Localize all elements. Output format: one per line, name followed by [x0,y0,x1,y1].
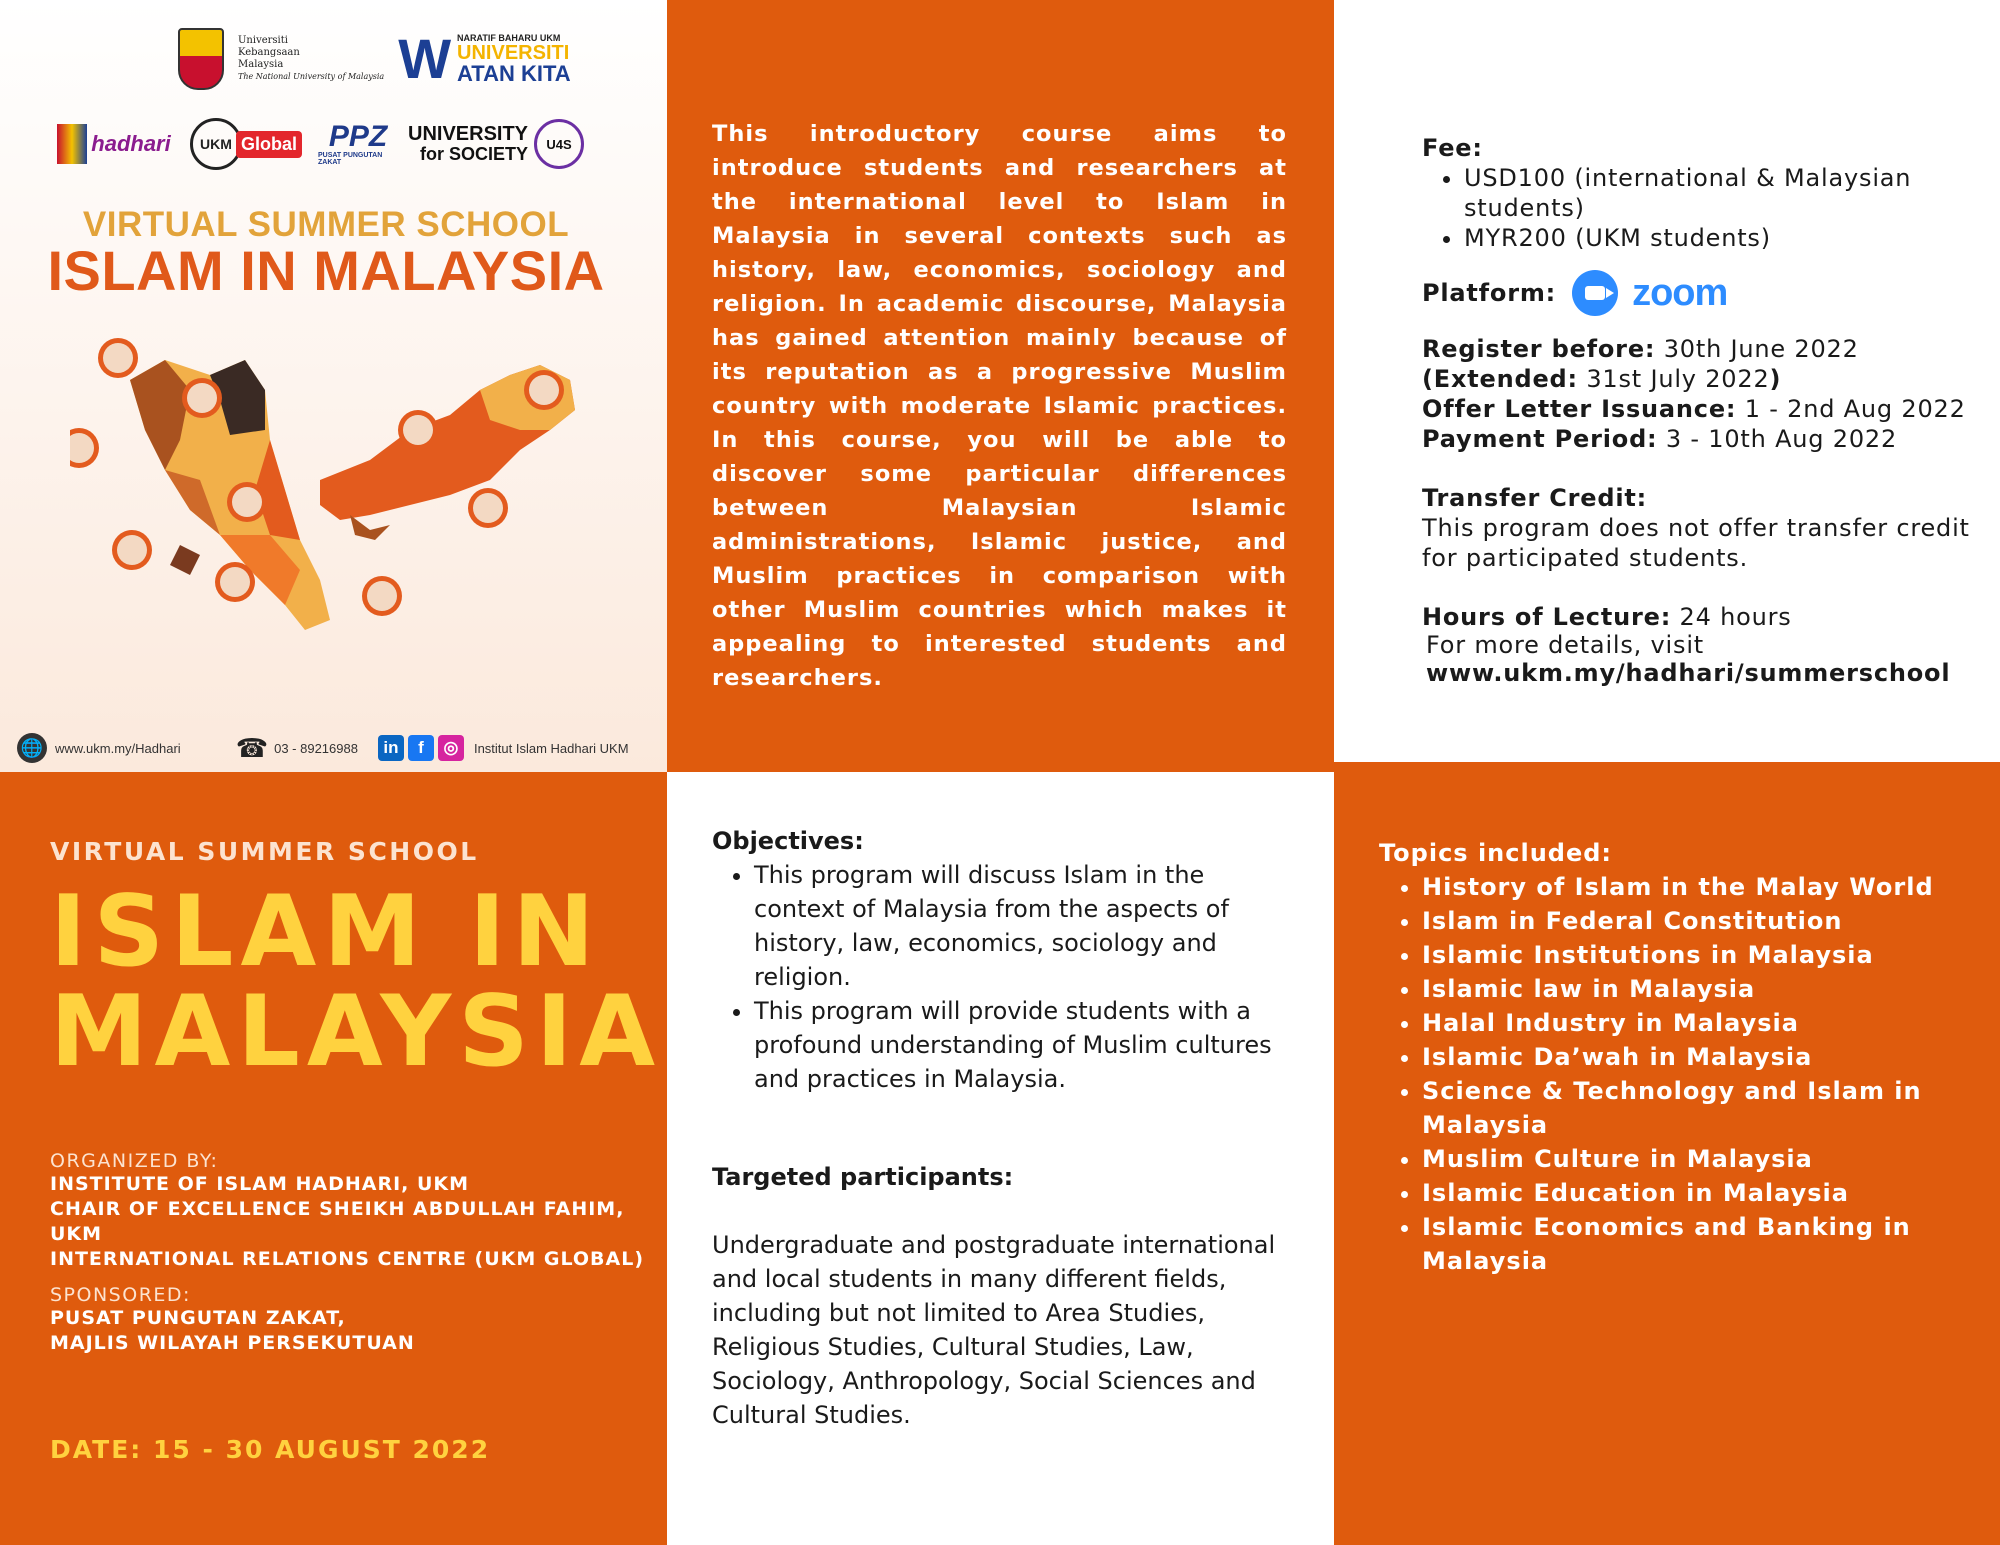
organized-label: ORGANIZED BY: [50,1150,219,1172]
fee-item: • MYR200 (UKM students) [1464,223,1982,253]
title-subtitle: VIRTUAL SUMMER SCHOOL [50,837,479,866]
organizer: INTERNATIONAL RELATIONS CENTRE (UKM GLOBAL) [50,1248,645,1270]
objectives-panel [667,772,1334,1545]
sponsor: PUSAT PUNGUTAN ZAKAT, [50,1307,346,1329]
offer-row: Offer Letter Issuance: 1 - 2nd Aug 2022 [1422,395,1966,423]
poster-website[interactable]: www.ukm.my/Hadhari [55,740,181,756]
poster-phone: 03 - 89216988 [274,740,358,756]
malaysia-map-illustration [70,320,590,640]
targeted-label: Targeted participants: [712,1163,1014,1191]
linkedin-icon[interactable]: in [378,735,404,761]
organizers-block [50,1150,650,1356]
ppz-logo: PPZ PUSAT PUNGUTAN ZAKAT [318,120,388,166]
topic-item: • Islamic Institutions in Malaysia [1422,938,1979,972]
topic-item: • Islam in Federal Constitution [1422,904,1979,938]
topic-item: • History of Islam in the Malay World [1422,870,1979,904]
course-description: This introductory course aims to introduce students and researchers at the international level to Islam in Malaysia in several contexts such as history, law, economics, sociology and religion. In academic discourse, Malaysia has gained attention mainly because of its reputation as a progressive Muslim country with moderate Islamic practices. In this course, you will be able to discover some particular differences between Malaysian Islamic administrations, Islamic justice, and Muslim practices in comparison with other Muslim countries which makes it appealing to interested students and researchers. [712,121,1287,691]
hadhari-logo: hadhari [54,120,174,168]
topic-item: • Muslim Culture in Malaysia [1422,1142,1979,1176]
objective-item: • This program will discuss Islam in the context of Malaysia from the aspects of history, law, economics, sociology and religion. [754,858,1282,994]
payment-row: Payment Period: 3 - 10th Aug 2022 [1422,425,1898,453]
platform-row [1422,270,1982,316]
partner-logos [54,118,584,170]
phone-icon: ☎ [235,732,269,763]
topics-list [1379,870,1979,1278]
details-panel [1334,0,2000,762]
more-details-text: For more details, visit [1426,631,1704,659]
organizer: CHAIR OF EXCELLENCE SHEIKH ABDULLAH FAHIM, UKM [50,1198,625,1245]
register-row: Register before: 30th June 2022 [1422,335,1859,363]
topic-item: • Halal Industry in Malaysia [1422,1006,1979,1040]
topic-item: • Science & Technology and Islam in Malaysia [1422,1074,1979,1142]
poster-social-name: Institut Islam Hadhari UKM [473,740,629,756]
credit-text: This program does not offer transfer credit for participated students. [1422,514,1970,572]
topic-item: • Islamic law in Malaysia [1422,972,1979,1006]
objective-item: • This program will provide students with a profound understanding of Muslim cultures and practices in Malaysia. [754,994,1282,1096]
topics-panel [1334,762,2000,1545]
fee-label: Fee: [1422,134,1483,162]
top-logos [178,28,571,90]
fee-list [1422,163,1982,253]
instagram-icon[interactable]: ◎ [438,735,464,761]
extended-row: (Extended: 31st July 2022) [1422,365,1782,393]
topic-item: • Islamic Economics and Banking in Malaysia [1422,1210,1979,1278]
hours-row: Hours of Lecture: 24 hours [1422,603,1792,631]
targeted-text: Undergraduate and postgraduate international and local students in many different fields, including but not limited to Area Studies, Religious Studies, Cultural Studies, Law, Sociology, Anthropology, Social Sciences and Cultural Studies. [712,1231,1276,1429]
main-title: ISLAM IN MALAYSIA [50,875,663,1089]
objectives-label: Objectives: [712,827,864,855]
fee-item: • USD100 (international & Malaysian students) [1464,163,1982,223]
universiti-watan-kita-logo: W NARATIF BAHARU UKM UNIVERSITI ATAN KITA [398,27,571,90]
zoom-logo: zoom [1632,272,1728,314]
poster-subtitle: VIRTUAL SUMMER SCHOOL [82,205,570,244]
ukm-crest-logo [178,28,224,90]
ukm-wordmark: Universiti Kebangsaan Malaysia The National University of Malaysia [238,35,385,81]
zoom-camera-icon [1572,270,1618,316]
topic-item: • Islamic Da’wah in Malaysia [1422,1040,1979,1074]
ukm-global-logo: UKM Global [184,118,308,170]
event-date: DATE: 15 - 30 AUGUST 2022 [50,1435,491,1464]
facebook-icon[interactable]: f [408,735,434,761]
objectives-list [712,858,1282,1096]
organizer: INSTITUTE OF ISLAM HADHARI, UKM [50,1173,470,1195]
platform-label: Platform: [1422,279,1557,307]
description-panel [667,0,1334,772]
sponsor: MAJLIS WILAYAH PERSEKUTUAN [50,1332,415,1354]
credit-label: Transfer Credit: [1422,484,1648,512]
poster-title: ISLAM IN MALAYSIA [47,239,605,302]
sponsored-label: SPONSORED: [50,1284,191,1306]
topics-label: Topics included: [1379,839,1613,867]
title-panel [0,772,667,1545]
poster-contact-bar [17,732,657,764]
university-for-society-logo: UNIVERSITY for SOCIETY U4S [408,118,584,170]
topic-item: • Islamic Education in Malaysia [1422,1176,1979,1210]
globe-icon: 🌐 [17,733,47,763]
more-details-url[interactable]: www.ukm.my/hadhari/summerschool [1426,659,1951,687]
poster-panel [0,0,667,772]
